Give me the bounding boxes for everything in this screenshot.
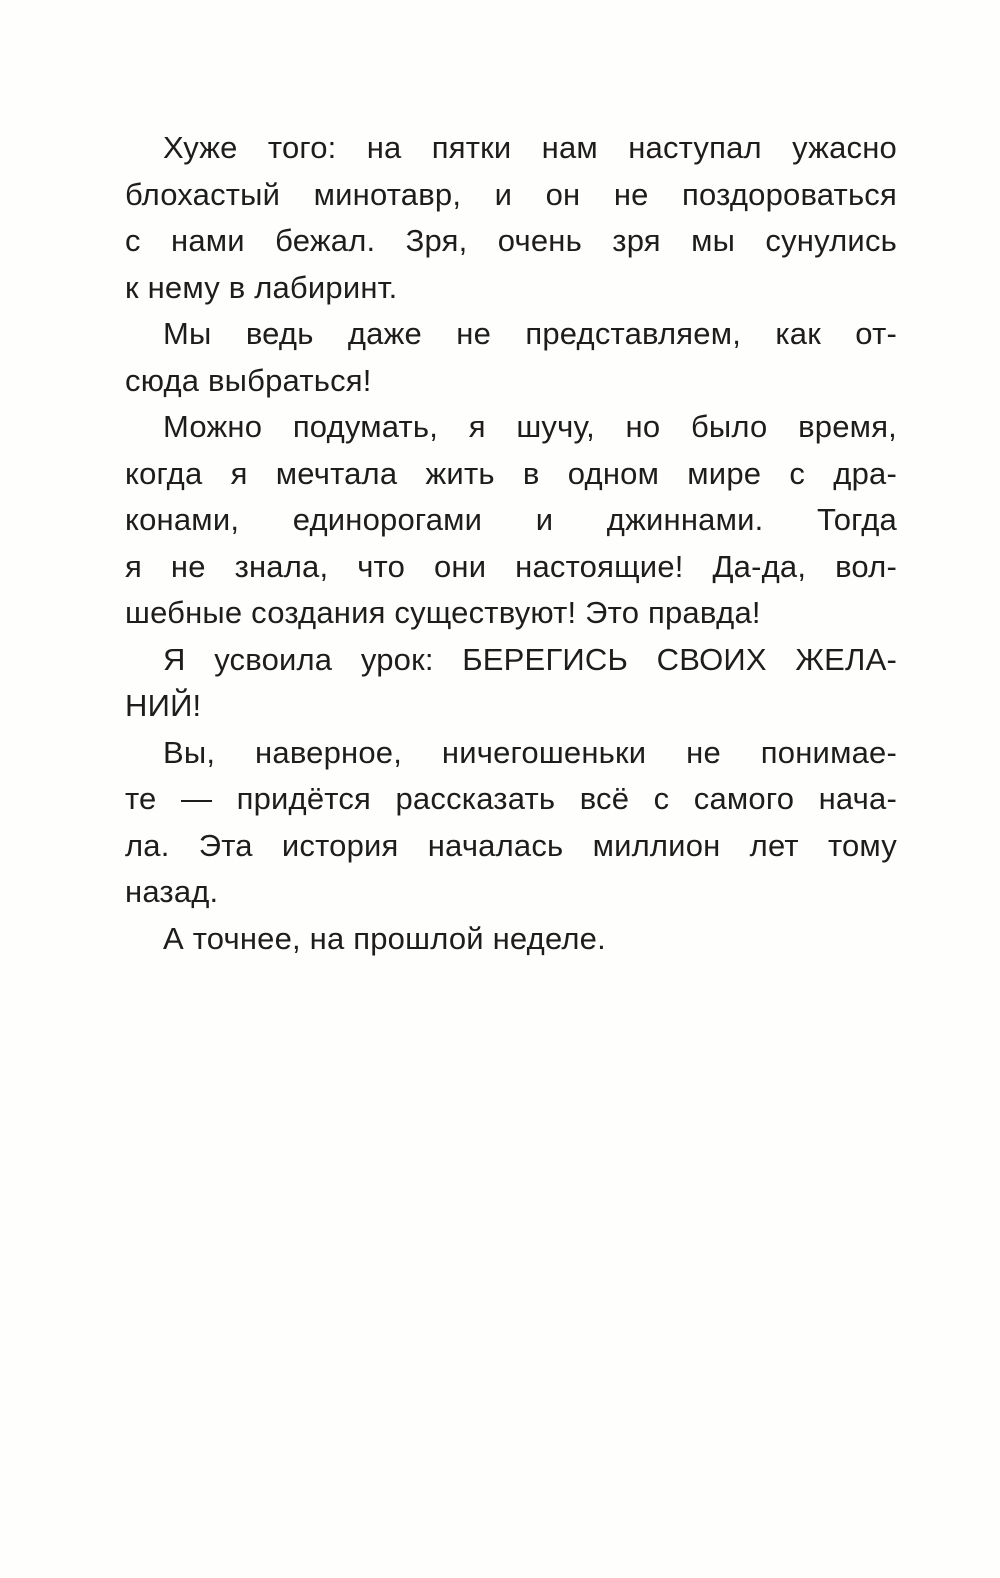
text-line: Мы ведь даже не представляем, как от- bbox=[163, 316, 897, 351]
paragraph bbox=[125, 404, 897, 637]
paragraph bbox=[125, 916, 897, 963]
text-line: с нами бежал. Зря, очень зря мы сунулись bbox=[125, 223, 897, 258]
text-line: А точнее, на прошлой неделе. bbox=[163, 920, 606, 956]
text-line: Хуже того: на пятки нам наступал ужасно bbox=[163, 130, 897, 165]
text-line: блохастый минотавр, и он не поздороваться bbox=[125, 176, 897, 212]
text-line: я не знала, что они настоящие! Да-да, вол- bbox=[125, 548, 897, 584]
paragraph bbox=[125, 125, 897, 311]
paragraph bbox=[125, 637, 897, 730]
text-line: ла. Эта история началась миллион лет тому bbox=[125, 827, 897, 863]
paragraph bbox=[125, 730, 897, 916]
text-line: назад. bbox=[125, 874, 219, 909]
text-line: к нему в лабиринт. bbox=[125, 269, 398, 305]
text-line: Можно подумать, я шучу, но было время, bbox=[163, 409, 897, 444]
text-line: те — придётся рассказать всё с самого нача- bbox=[125, 781, 897, 816]
text-line: сюда выбраться! bbox=[125, 362, 372, 398]
text-line: когда я мечтала жить в одном мире с дра- bbox=[125, 455, 897, 491]
text-line: Я усвоила урок: БЕРЕГИСЬ СВОИХ ЖЕЛА- bbox=[163, 641, 897, 677]
text-line: Вы, наверное, ничегошеньки не понимае- bbox=[163, 734, 897, 770]
book-page-text bbox=[125, 125, 897, 962]
text-line: шебные создания существуют! Это правда! bbox=[125, 595, 761, 630]
text-line: НИЙ! bbox=[125, 688, 202, 723]
text-line: конами, единорогами и джиннами. Тогда bbox=[125, 502, 897, 537]
paragraph bbox=[125, 311, 897, 404]
